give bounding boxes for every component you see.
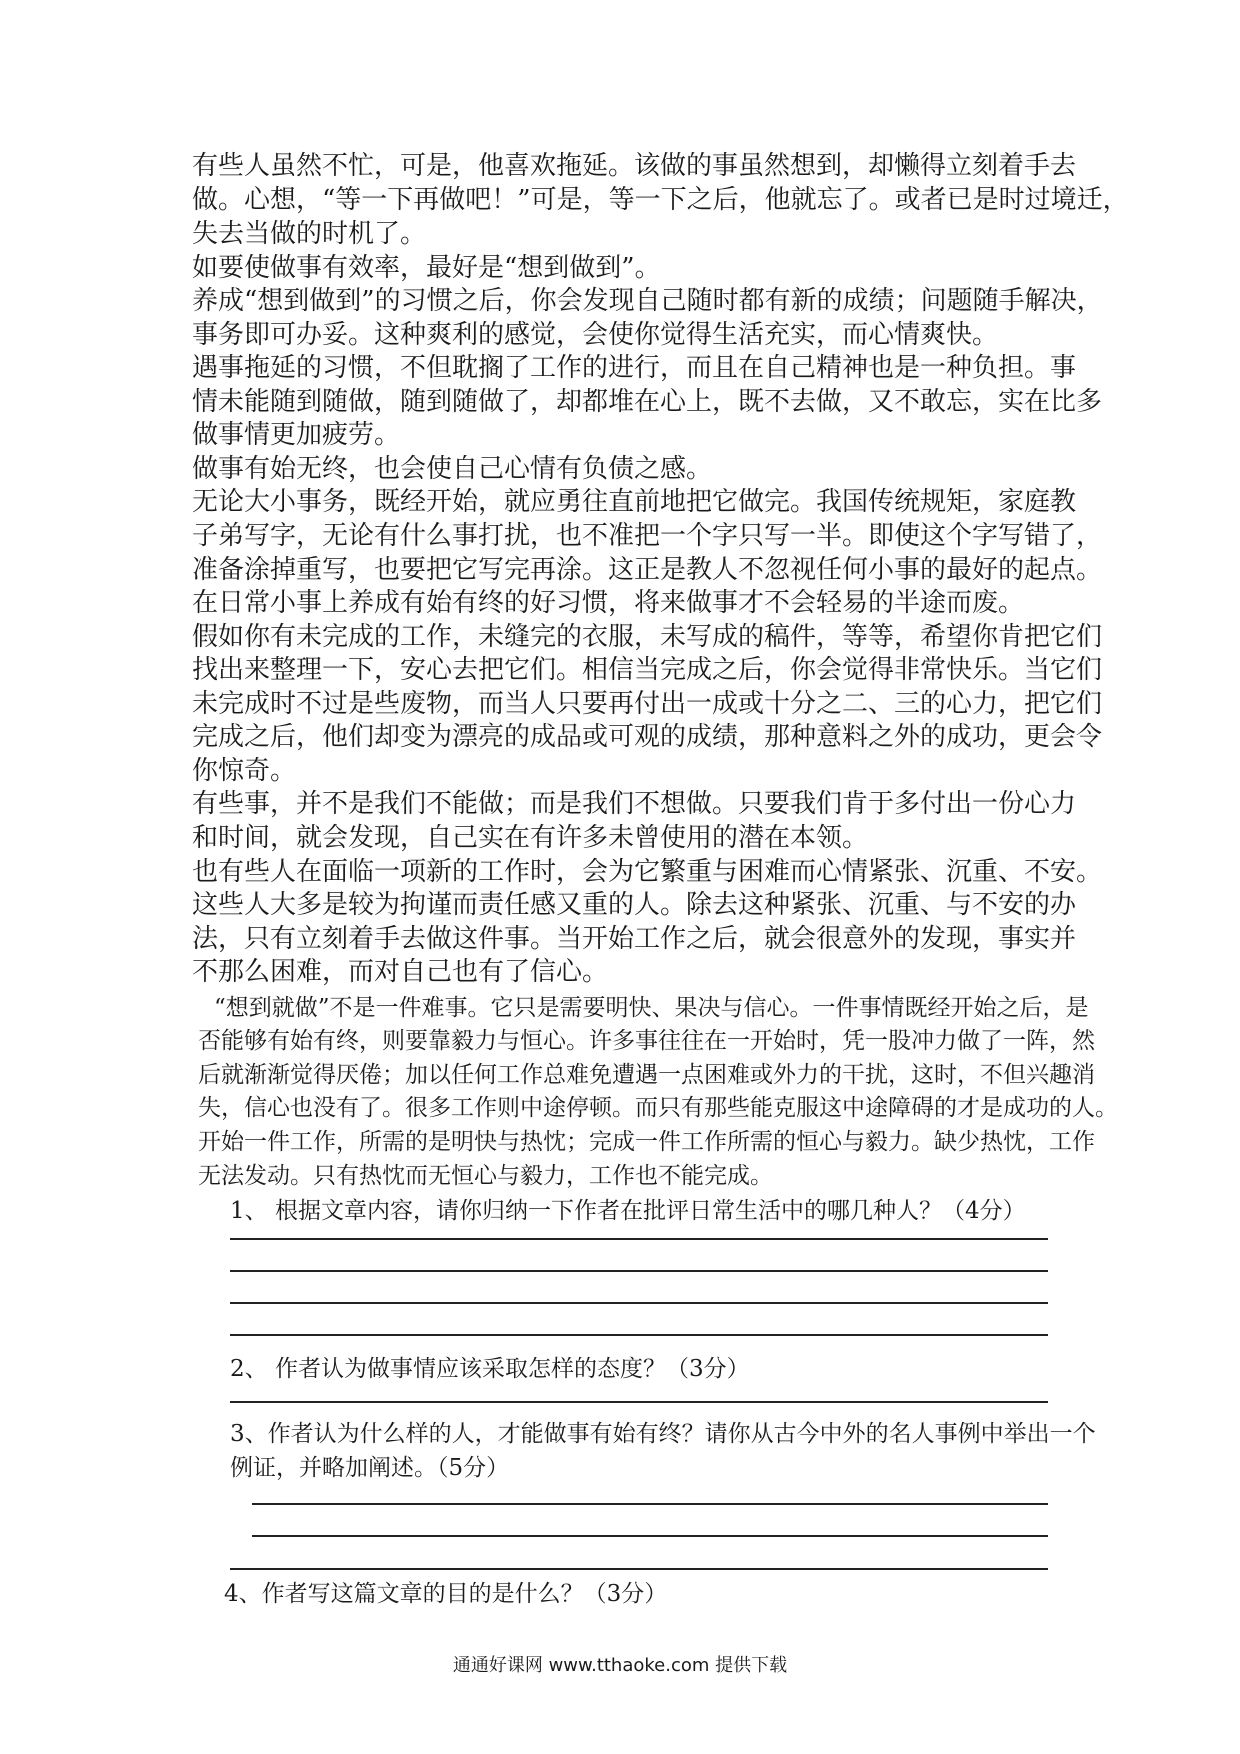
passage-line: 和时间，就会发现，自己实在有许多未曾使用的潜在本领。: [192, 823, 869, 853]
passage-line: 你惊奇。: [192, 756, 297, 786]
passage-line: 情未能随到随做，随到随做了，却都堆在心上，既不去做，又不敢忘，实在比多: [192, 387, 1103, 417]
passage-line: 有些事，并不是我们不能做；而是我们不想做。只要我们肯于多付出一份心力: [192, 789, 1077, 819]
passage-line: 做。心想，“等一下再做吧！”可是，等一下之后，他就忘了。或者已是时过境迁，: [192, 185, 1129, 215]
answer-line[interactable]: [230, 1401, 1048, 1403]
passage-line: 有些人虽然不忙，可是，他喜欢拖延。该做的事虽然想到，却懒得立刻着手去: [192, 151, 1077, 181]
passage-line: 准备涂掉重写，也要把它写完再涂。这正是教人不忽视任何小事的最好的起点。: [192, 555, 1103, 585]
question-3: 3、作者认为什么样的人，才能做事有始有终？请你从古今中外的名人事例中举出一个: [230, 1421, 1096, 1447]
passage-line: 未完成时不过是些废物，而当人只要再付出一成或十分之二、三的心力，把它们: [192, 689, 1103, 719]
answer-line[interactable]: [230, 1302, 1048, 1304]
answer-line[interactable]: [230, 1238, 1048, 1240]
passage-line: 这些人大多是较为拘谨而责任感又重的人。除去这种紧张、沉重、与不安的办: [192, 890, 1077, 920]
passage-small-line: 无法发动。只有热忱而无恒心与毅力，工作也不能完成。: [198, 1163, 773, 1189]
answer-line[interactable]: [252, 1535, 1048, 1537]
passage-line: 无论大小事务，既经开始，就应勇往直前地把它做完。我国传统规矩，家庭教: [192, 487, 1077, 517]
passage-line: 在日常小事上养成有始有终的好习惯，将来做事才不会轻易的半途而废。: [192, 588, 1025, 618]
passage-line: 失去当做的时机了。: [192, 219, 427, 249]
question-2: 2、 作者认为做事情应该采取怎样的态度？（3分）: [230, 1356, 750, 1382]
question-1: 1、 根据文章内容，请你归纳一下作者在批评日常生活中的哪几种人？（4分）: [230, 1198, 1026, 1224]
passage-small-line: “想到就做”不是一件难事。它只是需要明快、果决与信心。一件事情既经开始之后，是: [214, 995, 1089, 1021]
passage-small-line: 开始一件工作，所需的是明快与热忱；完成一件工作所需的恒心与毅力。缺少热忱，工作: [198, 1129, 1095, 1155]
passage-line: 遇事拖延的习惯，不但耽搁了工作的进行，而且在自己精神也是一种负担。事: [192, 353, 1077, 383]
answer-line[interactable]: [252, 1503, 1048, 1505]
passage-line: 做事情更加疲劳。: [192, 420, 401, 450]
passage-line: 事务即可办妥。这种爽利的感觉，会使你觉得生活充实，而心情爽快。: [192, 320, 999, 350]
passage-line: 如要使做事有效率，最好是“想到做到”。: [192, 253, 661, 283]
passage-line: 假如你有未完成的工作，未缝完的衣服，未写成的稿件，等等，希望你肯把它们: [192, 622, 1103, 652]
passage-small-line: 后就渐渐觉得厌倦；加以任何工作总难免遭遇一点困难或外力的干扰，这时，不但兴趣消: [198, 1062, 1095, 1088]
passage-line: 也有些人在面临一项新的工作时，会为它繁重与困难而心情紧张、沉重、不安。: [192, 857, 1103, 887]
passage-line: 做事有始无终，也会使自己心情有负债之感。: [192, 454, 713, 484]
answer-line[interactable]: [230, 1568, 1048, 1570]
passage-small-line: 失，信心也没有了。很多工作则中途停顿。而只有那些能克服这中途障碍的才是成功的人。: [198, 1095, 1118, 1121]
answer-line[interactable]: [230, 1334, 1048, 1336]
passage-line: 法，只有立刻着手去做这件事。当开始工作之后，就会很意外的发现，事实并: [192, 924, 1077, 954]
page-footer: 通通好课网 www.tthaoke.com 提供下载: [452, 1655, 788, 1676]
question-4: 4、作者写这篇文章的目的是什么？（3分）: [224, 1581, 668, 1607]
answer-line[interactable]: [230, 1270, 1048, 1272]
passage-line: 不那么困难，而对自己也有了信心。: [192, 957, 609, 987]
passage-line: 完成之后，他们却变为漂亮的成品或可观的成绩，那种意料之外的成功，更会令: [192, 722, 1103, 752]
question-3-continued: 例证，并略加阐述。（5分）: [230, 1455, 510, 1481]
passage-small-line: 否能够有始有终，则要靠毅力与恒心。许多事往往在一开始时，凭一股冲力做了一阵，然: [198, 1028, 1095, 1054]
passage-line: 子弟写字，无论有什么事打扰，也不准把一个字只写一半。即使这个字写错了，: [192, 521, 1103, 551]
passage-line: 找出来整理一下，安心去把它们。相信当完成之后，你会觉得非常快乐。当它们: [192, 655, 1103, 685]
passage-line: 养成“想到做到”的习惯之后，你会发现自己随时都有新的成绩；问题随手解决，: [192, 286, 1103, 316]
